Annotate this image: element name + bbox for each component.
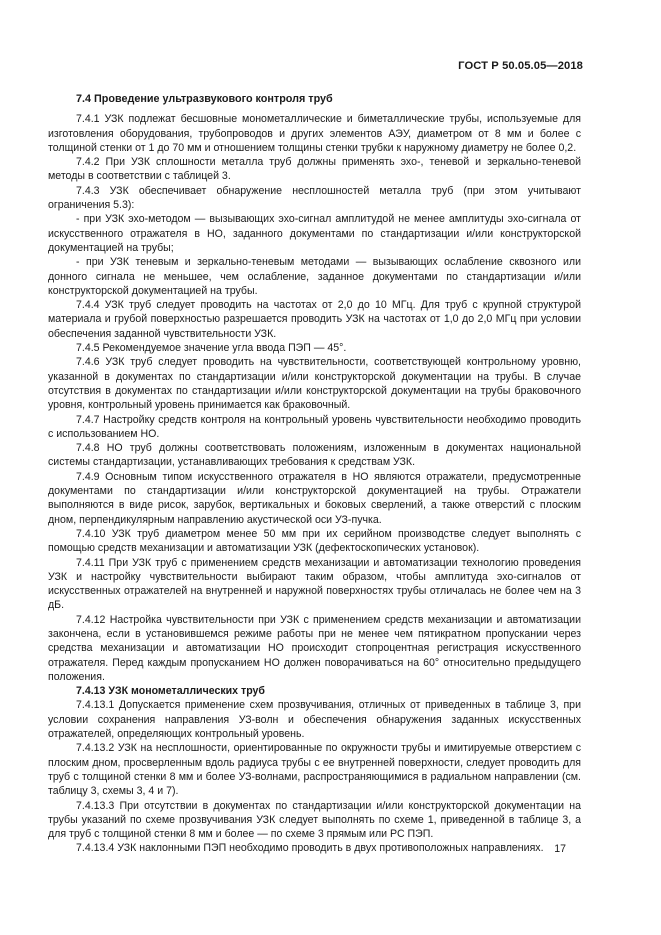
- list-item-shadow-method: - при УЗК теневым и зеркально-теневым методами — вызывающих ослабление сквозного или донного сигнала не меньшее, чем ослабление, заданное документами по стандартизации и/или конструкторской документацией на трубы.: [48, 256, 581, 297]
- paragraph-7-4-2: 7.4.2 При УЗК сплошности металла труб должны применять эхо-, теневой и зеркально-теневой методы в соответствии с таблицей 3.: [48, 156, 581, 183]
- section-title: 7.4 Проведение ультразвукового контроля труб: [76, 93, 333, 105]
- paragraph-7-4-11: 7.4.11 При УЗК труб с применением средств механизации и автоматизации технологию проведения УЗК и настройку чувствительности выбирают таким образом, чтобы амплитуда эхо-сигналов от искусственных отражателей на внутренней и наружной поверхностях трубы отличалась не более чем на 3 дБ.: [48, 556, 581, 612]
- document-body: [48, 92, 581, 856]
- paragraph-7-4-1: 7.4.1 УЗК подлежат бесшовные монометаллические и биметаллические трубы, используемые для изготовления оборудования, трубопроводов и других элементов АЭУ, диаметром от 8 мм и более с толщиной стенки от 1 до 70 мм и отношением толщины стенки трубки к наружному диаметру не более 0,2.: [48, 113, 581, 154]
- paragraph-7-4-8: 7.4.8 НО труб должны соответствовать положениям, изложенным в документах национальной системы стандартизации, устанавливающих требования к средствам УЗК.: [48, 442, 581, 469]
- list-item-echo-method: - при УЗК эхо-методом — вызывающих эхо-сигнал амплитудой не менее амплитуды эхо-сигнала от искусственного отражателя в НО, заданного документами по стандартизации и/или конструкторской документацией на трубы;: [48, 213, 581, 254]
- paragraph-7-4-13-2: 7.4.13.2 УЗК на несплошности, ориентированные по окружности трубы и имитируемые отверстием с плоским дном, просверленным вдоль радиуса трубы с ее внутренней поверхности, следует проводить для труб с толщиной стенки 8 мм и более УЗ-волнами, распространяющимися в радиальном направлении (см. таблицу 3, схемы 3, 4 и 7).: [48, 742, 581, 798]
- paragraph-7-4-13-3: 7.4.13.3 При отсутствии в документах по стандартизации и/или конструкторской документации на трубы указаний по схеме прозвучивания УЗК следует выполнять по схеме 1, приведенной в таблице 3, а для труб с толщиной стенки 8 мм и более — по схеме 3 прямым или РС ПЭП.: [48, 799, 581, 841]
- paragraph-7-4-4: 7.4.4 УЗК труб следует проводить на частотах от 2,0 до 10 МГц. Для труб с крупной структурой материала и грубой поверхностью разрешается проводить УЗК на частотах от 1,0 до 2,0 МГц при условии обеспечения заданной чувствительности УЗК.: [48, 299, 581, 340]
- paragraph-7-4-13-1: 7.4.13.1 Допускается применение схем прозвучивания, отличных от приведенных в таблице 3, при условии сохранения направления УЗ-волн и обеспечения обнаружения заданных искусственных отражателей, определяющих контрольный уровень.: [48, 699, 581, 741]
- paragraph-7-4-12: 7.4.12 Настройка чувствительности при УЗК с применением средств механизации и автоматизации закончена, если в установившемся режиме работы при не менее чем пятикратном пропускании через средства механизации и автоматизации НО происходит стопроцентная регистрация искусственного отражателя. Перед каждым пропусканием НО должен поворачиваться на 60° относительно предыдущего положения.: [48, 613, 581, 683]
- paragraph-7-4-13-4: 7.4.13.4 УЗК наклонными ПЭП необходимо проводить в двух противоположных направлениях.: [76, 842, 544, 855]
- page-number: 17: [554, 843, 566, 855]
- paragraph-7-4-10: 7.4.10 УЗК труб диаметром менее 50 мм при их серийном производстве следует выполнять с помощью средств механизации и автоматизации УЗК (дефектоскопических установок).: [48, 527, 581, 555]
- paragraph-7-4-7: 7.4.7 Настройку средств контроля на контрольный уровень чувствительности необходимо проводить с использованием НО.: [48, 413, 581, 440]
- paragraph-7-4-6: 7.4.6 УЗК труб следует проводить на чувствительности, соответствующей контрольному уровню, указанной в документах по стандартизации и/или конструкторской документации на трубы. В случае отсутствия в документах по стандартизации и/или конструкторской документации на трубы браковочного уровня, контрольный уровень принимается как браковочный.: [48, 356, 581, 412]
- paragraph-7-4-5: 7.4.5 Рекомендуемое значение угла ввода ПЭП — 45°.: [76, 342, 347, 355]
- paragraph-7-4-9: 7.4.9 Основным типом искусственного отражателя в НО являются отражатели, предусмотренные документами по стандартизации и/или конструкторской документацией на трубы. Отражатели выполняются в виде рисок, зарубок, вертикальных и боковых сверлений, а также отверстий с плоским дном, перпендикулярным направлению акустической оси УЗ-пучка.: [48, 470, 581, 526]
- subsection-title: 7.4.13 УЗК монометаллических труб: [76, 685, 265, 698]
- document-code: ГОСТ Р 50.05.05—2018: [458, 60, 583, 72]
- paragraph-7-4-3: 7.4.3 УЗК обеспечивает обнаружение несплошностей металла труб (при этом учитывают ограничения 5.3):: [48, 184, 581, 212]
